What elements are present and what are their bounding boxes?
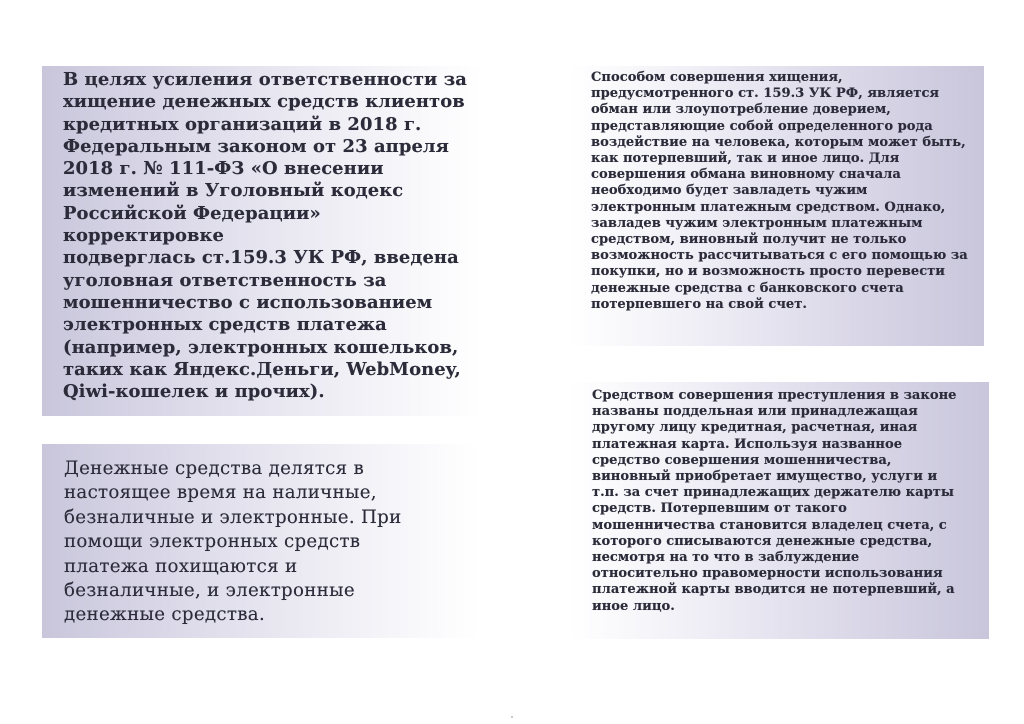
text-line: платежа похищаются и [64,555,298,577]
text-line: Российской Федерации» корректировке [63,202,321,247]
text-line: относительно правомерности использования [592,566,943,582]
text-line: несмотря на то что в заблуждение [592,550,860,566]
text-line: настоящее время на наличные, [64,482,377,504]
text-line: Способом совершения хищения, [591,70,843,85]
text-line: совершения обмана виновному сначала [591,167,901,183]
text-line: виновный приобретает имущество, услуги и [592,469,938,485]
text-line: средство совершения мошенничества, [592,452,892,468]
text-line: которого списываются денежные средства, [592,533,933,549]
text-line: 2018 г. № 111-ФЗ «О внесении [63,158,384,180]
text-line: Денежные средства делятся в [64,458,365,479]
text-line: уголовная ответственность за [63,269,387,291]
text-line: платежной карты вводится не потерпевший, а [592,582,955,598]
text-line: электронным платежным средством. Однако, [591,199,946,215]
text-line: представляющие собой определенного рода [591,118,933,134]
text-line: денежные средства. [64,604,266,626]
text-line: необходимо будет завладеть чужим [591,183,868,199]
text-block-money-types [42,444,479,638]
text-line: обман или злоупотребление доверием, [591,102,891,118]
text-line: Федеральным законом от 23 апреля [63,135,449,157]
text-line: подверглась ст.159.3 УК РФ, введена [63,247,459,269]
text-line: безналичные и электронные. При [64,506,402,528]
text-line: Средством совершения преступления в законе [592,388,957,403]
page-mark [511,716,513,718]
text-line: названы поддельная или принадлежащая [592,404,918,420]
text-line: безналичные, и электронные [64,580,355,602]
text-line: хищение денежных средств клиентов [63,91,465,113]
text-line: платежная карта. Используя названное [592,436,903,452]
text-line: завладев чужим электронным платежным [591,215,923,231]
text-line: средств. Потерпевшим от такого [592,501,847,517]
text-line: электронных средств платежа [63,314,387,336]
text-line: предусмотренного ст. 159.3 УК РФ, является [591,86,940,102]
text-line: изменений в Уголовный кодекс [63,180,404,202]
text-line: другому лицу кредитная, расчетная, иная [592,420,918,436]
text-line: кредитных организаций в 2018 г. [63,113,422,135]
text-line: возможность рассчитываться с его помощью за [591,248,968,264]
text-line: потерпевшего на свой счет. [591,296,807,312]
text-line: денежные средства с банковского счета [591,280,904,296]
text-block-method [570,66,984,346]
text-block-instrument [570,382,989,639]
text-line: иное лицо. [592,598,675,614]
text-line: таких как Яндекс.Деньги, WebMoney, [63,358,461,380]
text-line: воздействие на человека, которым может быть, [591,134,966,150]
text-line: В целях усиления ответственности за [63,69,467,90]
text-line: мошенничество с использованием [63,291,433,313]
text-line: как потерпевший, так и иное лицо. Для [591,151,900,167]
text-block-liability [42,66,482,416]
text-line: покупки, но и возможность просто перевести [591,264,946,280]
text-line: средством, виновный получит не только [591,232,907,248]
text-line: помощи электронных средств [64,531,361,553]
text-line: т.п. за счет принадлежащих держателю карты [592,485,955,501]
text-line: мошенничества становится владелец счета, с [592,517,947,533]
text-line: (например, электронных кошельков, [63,336,459,358]
text-line: Qiwi-кошелек и прочих). [63,381,325,403]
